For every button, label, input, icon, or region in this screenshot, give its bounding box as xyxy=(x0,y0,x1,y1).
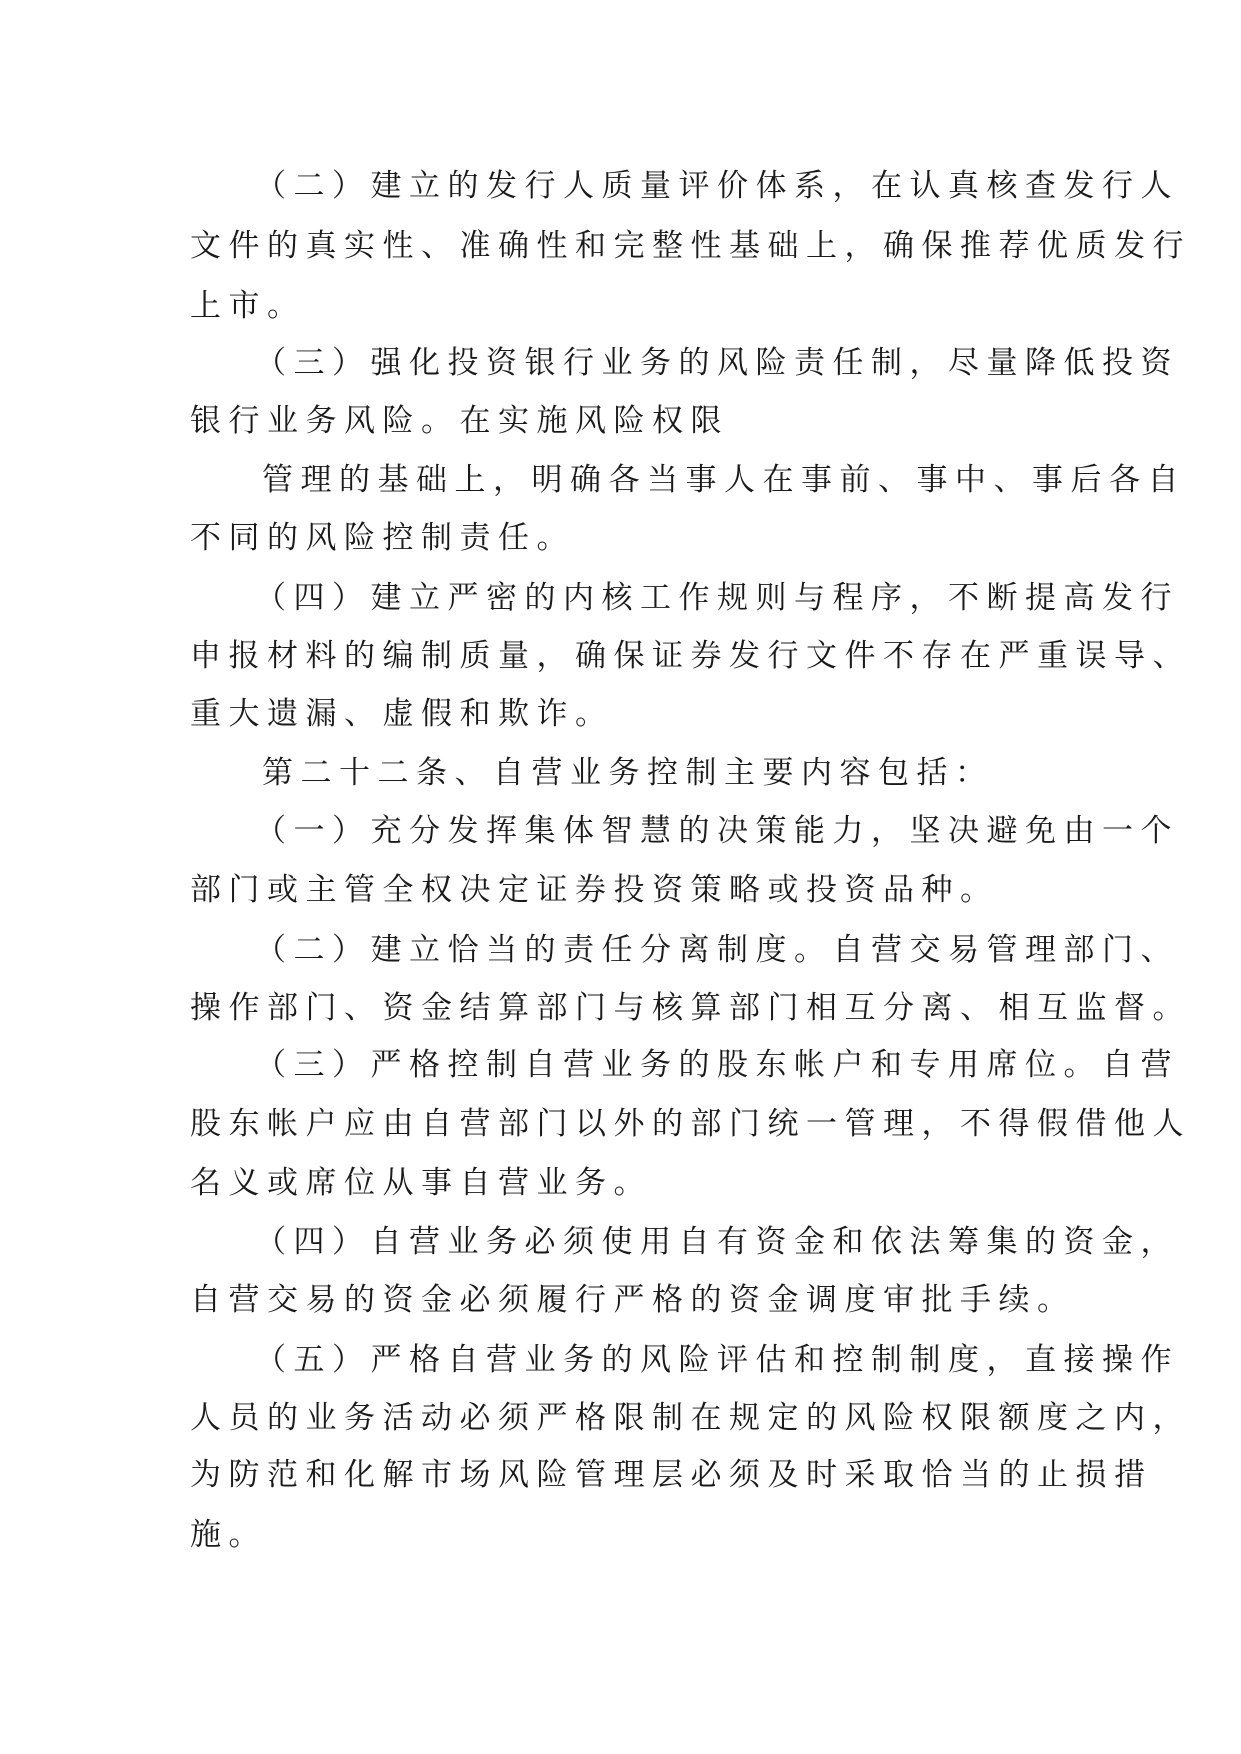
text-line: 股东帐户应由自营部门以外的部门统一管理，不得假借他人 xyxy=(190,1106,1191,1142)
text-line: 名义或席位从事自营业务。 xyxy=(190,1165,652,1201)
text-line: （五）严格自营业务的风险评估和控制制度，直接操作 xyxy=(255,1342,1179,1378)
text-line: 不同的风险控制责任。 xyxy=(190,520,575,556)
text-line: 文件的真实性、准确性和完整性基础上，确保推荐优质发行 xyxy=(190,228,1191,264)
text-line: （三）强化投资银行业务的风险责任制，尽量降低投资 xyxy=(255,345,1179,381)
text-line: 部门或主管全权决定证券投资策略或投资品种。 xyxy=(190,872,999,908)
text-line: 上市。 xyxy=(190,288,306,324)
text-line: （二）建立的发行人质量评价体系，在认真核查发行人 xyxy=(255,168,1179,204)
text-line: 人员的业务活动必须严格限制在规定的风险权限额度之内， xyxy=(190,1400,1191,1436)
text-line: （三）严格控制自营业务的股东帐户和专用席位。自营 xyxy=(255,1047,1179,1083)
text-line: 管理的基础上，明确各当事人在事前、事中、事后各自 xyxy=(262,462,1186,498)
text-line: （一）充分发挥集体智慧的决策能力，坚决避免由一个 xyxy=(255,813,1179,849)
text-line: 第二十二条、自营业务控制主要内容包括： xyxy=(262,755,994,791)
text-line: 操作部门、资金结算部门与核算部门相互分离、相互监督。 xyxy=(190,990,1191,1026)
text-line: （二）建立恰当的责任分离制度。自营交易管理部门、 xyxy=(255,932,1179,968)
text-line: 自营交易的资金必须履行严格的资金调度审批手续。 xyxy=(190,1282,1076,1318)
text-line: 银行业务风险。在实施风险权限 xyxy=(190,403,729,439)
text-line: 施。 xyxy=(190,1517,267,1553)
text-line: （四）自营业务必须使用自有资金和依法筹集的资金， xyxy=(255,1224,1179,1260)
text-line: 申报材料的编制质量，确保证券发行文件不存在严重误导、 xyxy=(190,638,1191,674)
text-line: 为防范和化解市场风险管理层必须及时采取恰当的止损措 xyxy=(190,1457,1153,1493)
text-line: 重大遗漏、虚假和欺诈。 xyxy=(190,696,614,732)
text-line: （四）建立严密的内核工作规则与程序，不断提高发行 xyxy=(255,580,1179,616)
